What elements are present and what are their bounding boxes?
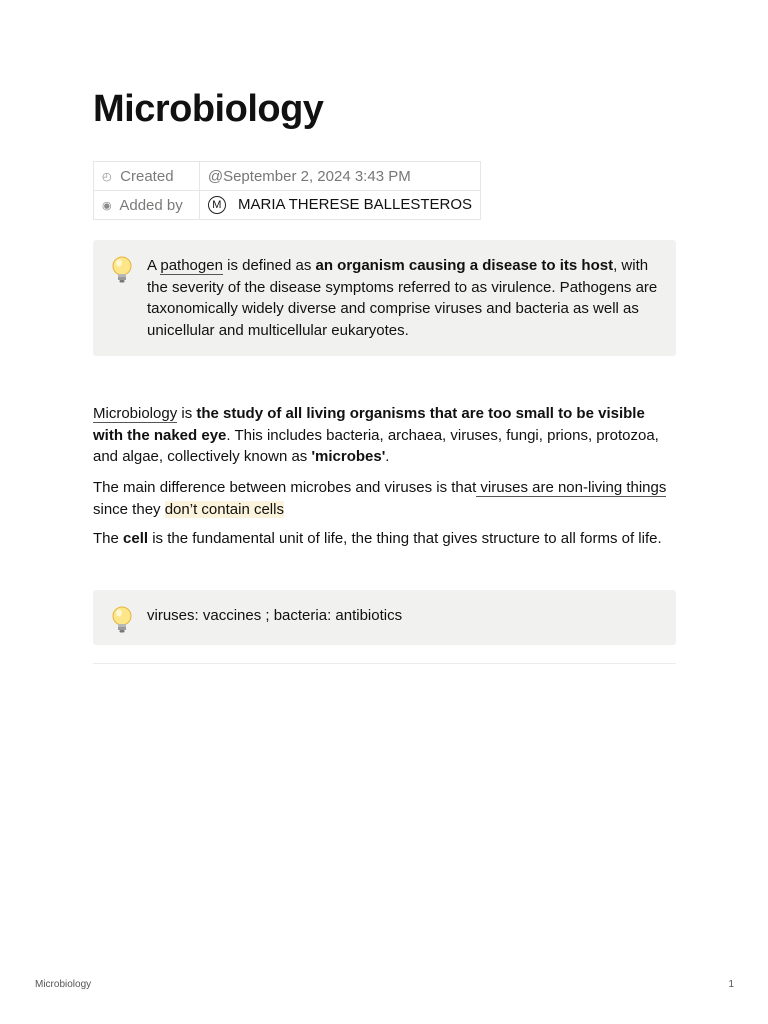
- paragraph-text: The: [93, 530, 124, 547]
- paragraph-microbiology: [93, 403, 676, 468]
- property-row-added-by: [94, 191, 481, 220]
- paragraph-bold-text: 'microbes': [311, 448, 386, 466]
- callout-text: is defined as: [222, 257, 316, 274]
- created-value[interactable]: @September 2, 2024 3:43 PM: [199, 162, 480, 191]
- treatment-callout: [93, 590, 676, 645]
- paragraph-text: The main difference between microbes and viruses is that: [93, 479, 477, 496]
- pathogen-link[interactable]: pathogen: [160, 257, 223, 274]
- footer-page-number: 1: [728, 979, 734, 990]
- paragraph-bold-text: the study of all living organisms that are too small to be visible with the naked eye: [93, 405, 645, 444]
- person-name: MARIA THERESE BALLESTEROS: [238, 195, 472, 213]
- lightbulb-icon: [109, 605, 135, 635]
- avatar: M: [208, 196, 226, 214]
- property-row-created: [94, 162, 481, 191]
- property-key: [94, 162, 200, 191]
- paragraph-text: . This includes bacteria, archaea, viruses, fungi, prions, protozoa, and algae, collectively known as: [93, 426, 659, 466]
- microbiology-link[interactable]: Microbiology: [93, 405, 178, 422]
- paragraph-text: is the fundamental unit of life, the thing that gives structure to all forms of life.: [148, 530, 662, 547]
- added-by-value[interactable]: [199, 191, 480, 220]
- paragraph-text: since they: [93, 500, 165, 518]
- callout-text: viruses: vaccines ; bacteria: antibiotics: [147, 607, 403, 624]
- paragraph-bold-text: cell: [123, 530, 149, 547]
- paragraph-difference: [93, 477, 676, 520]
- page-title: Microbiology: [93, 88, 324, 130]
- person-icon: ◉: [102, 200, 112, 213]
- property-key-label: Added by: [119, 196, 183, 214]
- viruses-link[interactable]: viruses are non-living things: [476, 479, 667, 496]
- clock-icon: ◴: [102, 171, 112, 184]
- lightbulb-icon: [109, 255, 135, 285]
- footer-title: Microbiology: [35, 979, 92, 990]
- divider: [93, 663, 676, 664]
- highlighted-text: don’t contain cells: [164, 500, 284, 518]
- callout-bold-text: an organism causing a disease to its host: [315, 257, 614, 274]
- pathogen-callout: [93, 240, 676, 356]
- paragraph-cell: [93, 528, 676, 550]
- paragraph-text: is: [177, 405, 197, 422]
- properties-table: [93, 161, 481, 220]
- callout-text: A: [147, 257, 161, 274]
- property-key-label: Created: [120, 167, 174, 185]
- paragraph-text: .: [385, 448, 390, 466]
- property-key: [94, 191, 200, 220]
- callout-text: , with the severity of the disease symptoms referred to as virulence. Pathogens are taxonomically widely diverse and comprise viruses and bacteria as well as unicellular and multicellular eukaryotes.: [147, 257, 658, 340]
